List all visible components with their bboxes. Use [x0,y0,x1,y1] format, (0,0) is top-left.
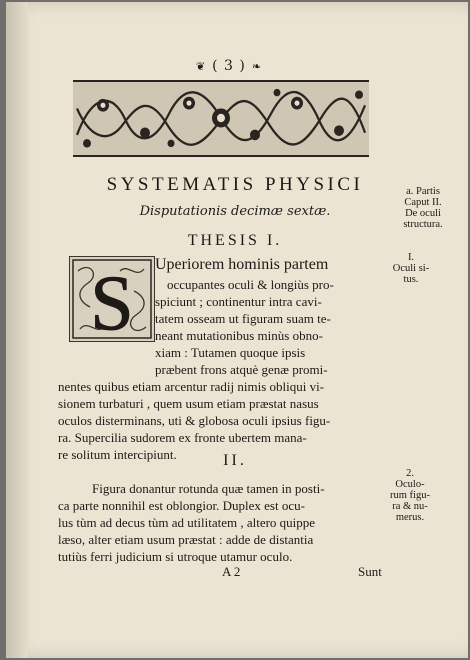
decorative-headpiece [73,80,369,157]
margin-note-line: Caput II. [404,197,442,208]
thesis1-line-4: tatem osseam ut figuram suam te- [155,311,331,326]
thesis1-line-11: ra. Supercilia sudorem ex fronte ubertem mana- [58,430,307,445]
thesis2-line-3: lus tùm ad decus tùm ad utilitatem , altero quippe [58,515,316,530]
thesis1-line-9: sionem turbaturi , quem usum etiam præstat nasus [58,396,319,411]
thesis2-heading: II. [223,452,247,469]
thesis1-line-7: præbent frons atquè genæ promi- [155,362,328,377]
margin-note-line: De oculi [405,208,441,219]
initial-letter: S [90,259,134,341]
right-fleuron-icon: ❧ [251,60,263,73]
margin-note-line: rum figu- [390,490,430,501]
thesis1-line-6: xiam : Tutamen quoque ipsis [155,345,306,360]
page-gutter [6,2,28,658]
thesis1-line-2: occupantes oculi & longiùs pro- [167,277,334,292]
signature-mark: A 2 [222,564,241,579]
margin-note-line: Oculi si- [392,263,430,274]
margin-note-line: merus. [395,512,425,523]
thesis1-line-5: neant mutationibus minùs obno- [155,328,323,343]
margin-note-chapter [389,186,457,230]
thesis1-line-3: spiciunt ; continentur intra cavi- [155,294,322,309]
margin-note-line: Oculo- [395,479,425,490]
page-title: SYSTEMATIS PHYSICI [106,174,364,195]
margin-note-line: ra & nu- [392,501,428,512]
left-fleuron-icon: ❦ [195,60,207,73]
margin-note-line: tus. [403,274,419,285]
thesis1-line-1: Uperiorem hominis partem [155,256,329,273]
margin-note-line: 2. [406,468,414,479]
thesis2-line-5: tutiùs ferri judicium si utroque utamur oculo. [58,549,293,564]
thesis1-line-10: oculos disterminans, uti & globosa oculi ipsius figu- [58,413,331,428]
margin-note-line: a. Partis [406,186,440,197]
thesis2-line-4: læso, alter etiam usum præstat : adde de distantia [58,532,314,547]
book-page [6,2,468,658]
margin-note-line: structura. [403,219,443,230]
thesis2-line-2: ca parte nonnihil est oblongior. Duplex est ocu- [58,498,305,513]
thesis1-line-12: re solitum intercipiunt. [58,447,177,462]
catchword: Sunt [358,564,382,579]
margin-note-situs [386,252,436,285]
margin-note-figura [384,468,436,523]
thesis1-line-8: nentes quibus etiam arcentur radij nimis obliqui vi- [58,379,325,394]
page-subtitle: Disputationis decimæ sextæ. [139,204,331,219]
thesis1-heading: THESIS I. [187,232,283,249]
thesis2-line-1: Figura donantur rotunda quæ tamen in posti- [92,481,325,496]
margin-note-line: I. [407,252,415,263]
decorated-initial [69,256,155,342]
page-number: ❦ ( 3 ) ❧ [195,58,263,74]
